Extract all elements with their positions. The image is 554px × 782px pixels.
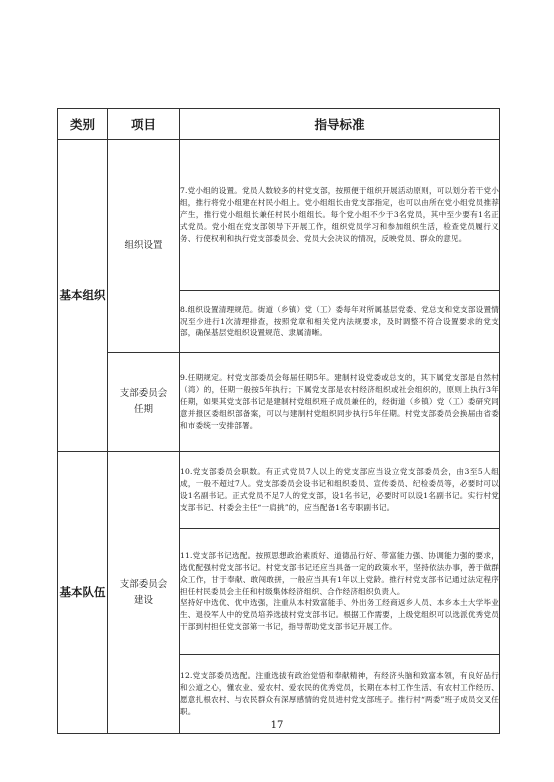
standard-paragraph: 8.组织设置清理规范。街道（乡镇）党（工）委每年对所属基层党委、党总支和党支部设置情况至少进行1次清理排查，按照党章和相关党内法规要求，及时调整不符合设置要求的党支部，确保基层党组织设置规范、隶属清晰。 [180, 304, 499, 338]
guideline-table [57, 108, 500, 734]
header-category: 类别 [58, 109, 108, 140]
item-label: 支部委员会建设 [119, 578, 168, 606]
standard-cell [180, 140, 500, 291]
header-standard: 指导标准 [180, 109, 500, 140]
table-row [58, 452, 500, 529]
category-cell [58, 140, 108, 452]
standard-paragraph: 7.党小组的设置。党员人数较多的村党支部，按照便于组织开展活动原则，可以划分若干党小组，推行将党小组建在村民小组上。党小组组长由党支部指定，也可以由所在党小组党员推荐产生，推行党小组组长兼任村民小组组长。每个党小组不少于3名党员，其中至少要有1名正式党员。党小组在党支部领导下开展工作，组织党员学习和参加组织生活，检查党员履行义务、行使权利和执行党支部委员会、党员大会决议的情况，反映党员、群众的意见。 [180, 186, 499, 243]
category-cell [58, 452, 108, 734]
standard-paragraph: 10.党支部委员会职数。有正式党员7人以上的党支部应当设立党支部委员会，由3至5人组成，一般不超过7人。党支部委员会设书记和组织委员、宣传委员、纪检委员等，必要时可以设1名副书记。正式党员不足7人的党支部，设1名书记，必要时可以设1名副书记。实行村党支部书记、村委会主任“一肩挑”的，应当配备1名专职副书记。 [180, 467, 499, 512]
item-cell [108, 452, 180, 734]
category-label: 基本组织 [59, 288, 106, 302]
standard-paragraph: 9.任期规定。村党支部委员会每届任期5年。建制村设党委或总支的，其下属党支部是自然村（湾）的，任期一般按5年执行；下属党支部是农村经济组织或社会组织的，原则上执行3年任期，如果其党支部书记是建制村党组织班子成员兼任的，经街道（乡镇）党（工）委研究同意并报区委组织部备案，可以与建制村党组织同步执行5年任期。村党支部委员会换届由省委和市委统一安排部署。 [180, 373, 499, 430]
item-label: 支部委员会任期 [119, 388, 168, 415]
table-row [58, 353, 500, 452]
header-item: 项目 [108, 109, 180, 140]
standard-paragraph: 11.党支部书记选配。按照思想政治素质好、道德品行好、带富能力强、协调能力强的要求，选优配强村党支部书记。村党支部书记还应当具备一定的政策水平，坚持依法办事，善于做群众工作，甘于奉献、敢闯敢拼，一般应当具有1年以上党龄。推行村党支部书记通过法定程序担任村民委员会主任和村级集体经济组织、合作经济组织负责人。 [180, 550, 499, 596]
page-number: 17 [270, 720, 284, 731]
item-label: 组织设置 [124, 240, 163, 251]
standard-cell [180, 452, 500, 529]
item-cell [108, 140, 180, 353]
category-label: 基本队伍 [59, 585, 106, 599]
standard-paragraph: 坚持好中选优、优中选强，注重从本村致富能手、外出务工经商返乡人员、本乡本土大学毕业生、退役军人中的党员培养选拔村党支部书记。根据工作需要，上级党组织可以选派优秀党员干部到村担任党支部第一书记，指导帮助党支部书记开展工作。 [180, 598, 499, 632]
item-cell [108, 353, 180, 452]
standard-paragraph: 12.党支部委员选配。注重选拔有政治觉悟和奉献精神，有经济头脑和致富本领，有良好品行和公道之心，懂农业、爱农村、爱农民的优秀党员，长期在本村工作生活、有农村工作经历、愿意扎根农村、与农民群众有深厚感情的党员进村党支部班子。推行村“两委”班子成员交叉任职。 [180, 671, 499, 716]
table-row [58, 140, 500, 291]
table-header-row [58, 109, 500, 140]
standard-cell [180, 353, 500, 452]
standard-cell [180, 529, 500, 655]
standard-cell [180, 291, 500, 353]
